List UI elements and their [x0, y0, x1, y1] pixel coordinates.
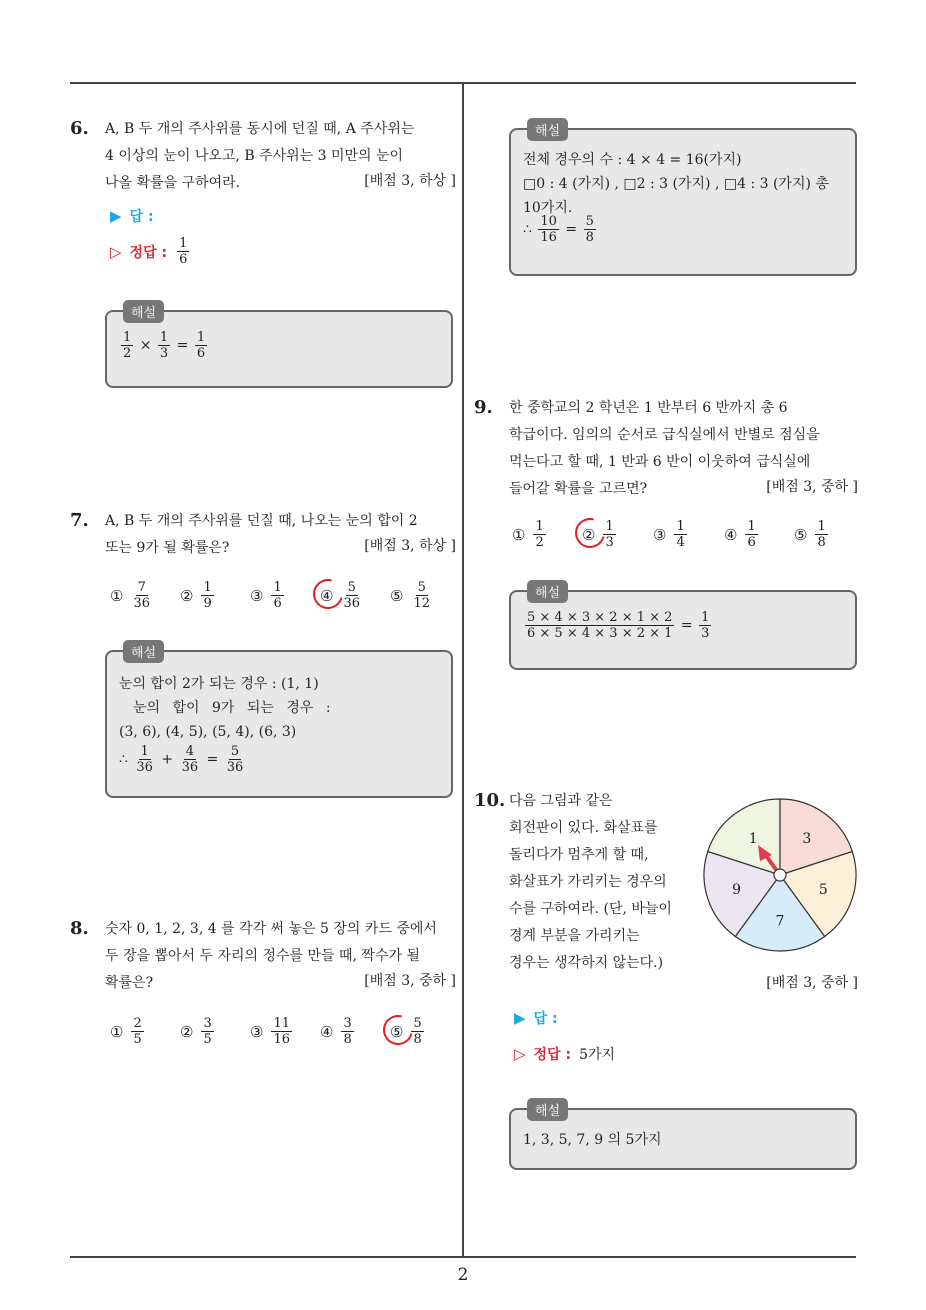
question-line: A, B 두 개의 주사위를 동시에 던질 때, A 주사위는: [105, 121, 415, 137]
spinner-label: 1: [748, 831, 758, 848]
choice-2[interactable]: ② $\frac{1}{3}$: [582, 519, 614, 550]
spinner-center: [774, 869, 786, 881]
question-number: 6.: [70, 118, 89, 139]
solution-box-6: [105, 306, 453, 388]
answer-label: 답 :: [129, 209, 154, 225]
choice-5[interactable]: ⑤ $\frac{5}{12}$: [390, 580, 430, 611]
choice-5[interactable]: ⑤ $\frac{1}{8}$: [794, 519, 826, 550]
solution-equation: ∴ $\frac{1}{36}$ + $\frac{4}{36}$ = $\frac{5}{36}$: [119, 744, 244, 775]
solution-tag: 해설: [527, 580, 568, 603]
spinner-label: 7: [775, 913, 785, 930]
question-number: 7.: [70, 510, 89, 531]
fraction: $\frac{1}{2}$: [123, 330, 132, 361]
triangle-outline-icon: ▷: [514, 1045, 526, 1063]
question-line: 화살표가 가리키는 경우의: [509, 874, 667, 890]
question-line: 돌리다가 멈추게 할 때,: [509, 847, 649, 863]
solution-box-10: [509, 1104, 857, 1170]
question-line: 숫자 0, 1, 2, 3, 4 를 각각 써 놓은 5 장의 카드 중에서: [105, 921, 437, 937]
correct-label: 정답 :: [533, 1047, 572, 1063]
question-line: 또는 9가 될 확률은?: [105, 540, 230, 556]
question-line: 회전판이 있다. 화살표를: [509, 820, 658, 836]
choice-3[interactable]: ③ $\frac{1}{6}$: [250, 580, 282, 611]
question-line: 들어갈 확률을 고르면?: [509, 481, 648, 497]
page-number: 2: [457, 1265, 469, 1285]
choice-list: [110, 1016, 450, 1056]
choice-2[interactable]: ② $\frac{3}{5}$: [180, 1016, 212, 1047]
solution-box-9: [509, 586, 857, 670]
question-8: [70, 918, 456, 1058]
choice-1[interactable]: ① $\frac{1}{2}$: [512, 519, 544, 550]
question-9: [474, 397, 858, 567]
question-7: [70, 510, 456, 630]
question-line: 경우는 생각하지 않는다.): [509, 955, 664, 971]
choice-4[interactable]: ④ $\frac{1}{6}$: [724, 519, 756, 550]
choice-3[interactable]: ③ $\frac{1}{4}$: [653, 519, 685, 550]
score-label: [배점 3, 중하 ]: [766, 479, 858, 495]
question-number: 8.: [70, 918, 89, 939]
solution-box-8: [509, 124, 857, 276]
score-label: [배점 3, 하상 ]: [364, 538, 456, 554]
bottom-rule: [70, 1256, 856, 1258]
solution-body: $\frac{5 \times 4 \times 3 \times 2 \times 1 \times 2}{6 \times 5 \times 4 \times 3 \times 2 \times 1}$ = $\frac{1}{3}$: [527, 610, 710, 641]
solution-line: 눈의 합이 2가 되는 경우 : (1, 1): [119, 676, 319, 692]
solution-body: [523, 148, 843, 245]
solution-line: (3, 6), (4, 5), (5, 4), (6, 3): [119, 724, 297, 740]
choice-1[interactable]: ① $\frac{7}{36}$: [110, 580, 150, 611]
solution-tag: 해설: [123, 300, 164, 323]
solution-body: $\frac{1}{2}$ × $\frac{1}{3}$ = $\frac{1}{6}$: [123, 330, 206, 361]
score-label: [배점 3, 중하 ]: [364, 973, 456, 989]
fraction: $\frac{1}{3}$: [701, 610, 710, 641]
correct-value: 5가지: [579, 1047, 616, 1063]
correct-answer-row: [514, 1044, 615, 1064]
solution-line: 1, 3, 5, 7, 9 의 5가지: [523, 1132, 662, 1148]
solution-line: 전체 경우의 수 : 4 × 4 = 16(가지): [523, 152, 742, 168]
solution-tag: 해설: [527, 1098, 568, 1121]
solution-box-7: [105, 646, 453, 798]
solution-line: 눈의 합이 9가 되는 경우 :: [133, 700, 331, 716]
question-line: 4 이상의 눈이 나오고, B 주사위는 3 미만의 눈이: [105, 148, 404, 164]
spinner-label: 5: [818, 882, 828, 899]
solution-line: □0 : 4 (가지) , □2 : 3 (가지) , □4 : 3 (가지) 총: [523, 176, 829, 192]
correct-fraction: $\frac{1}{6}$: [179, 236, 188, 267]
question-line: 수를 구하여라. (단, 바늘이: [509, 901, 672, 917]
question-line: 두 장을 뽑아서 두 자리의 정수를 만들 때, 짝수가 될: [105, 948, 420, 964]
question-line: 확률은?: [105, 975, 154, 991]
choice-2[interactable]: ② $\frac{1}{9}$: [180, 580, 212, 611]
solution-equation: ∴ $\frac{10}{16}$ = $\frac{5}{8}$: [523, 214, 594, 245]
selected-mark: ④: [320, 586, 334, 605]
spinner-figure: [702, 795, 858, 955]
fraction: $\frac{1}{6}$: [196, 330, 206, 361]
solution-tag: 해설: [123, 640, 164, 663]
score-label: [배점 3, 중하 ]: [766, 975, 858, 991]
choice-3[interactable]: ③ $\frac{11}{16}$: [250, 1016, 290, 1047]
question-line: 학급이다. 임의의 순서로 급식실에서 반별로 점심을: [509, 427, 820, 443]
solution-body: [119, 672, 439, 775]
question-line: A, B 두 개의 주사위를 던질 때, 나오는 눈의 합이 2: [105, 513, 418, 529]
fraction: $\frac{5 \times 4 \times 3 \times 2 \times 1 \times 2}{6 \times 5 \times 4 \times 3 \times 2 \times 1}$: [527, 610, 673, 641]
choice-list: [110, 580, 450, 620]
answer-row: [110, 206, 154, 226]
question-line: 경계 부분을 가리키는: [509, 928, 640, 944]
selected-mark: ⑤: [390, 1022, 404, 1041]
choice-1[interactable]: ① $\frac{2}{5}$: [110, 1016, 142, 1047]
question-number: 10.: [474, 790, 506, 811]
solution-body: [523, 1128, 843, 1152]
question-line: 한 중학교의 2 학년은 1 반부터 6 반까지 총 6: [509, 400, 788, 416]
answer-label: 답 :: [533, 1011, 558, 1027]
question-number: 9.: [474, 397, 493, 418]
solution-tag: 해설: [527, 118, 568, 141]
choice-list: [512, 519, 858, 559]
question-line: 다음 그림과 같은: [509, 793, 613, 809]
correct-answer-row: [110, 236, 191, 267]
question-line: 나올 확률을 구하여라.: [105, 175, 241, 191]
answer-row: [514, 1008, 558, 1028]
triangle-outline-icon: ▷: [110, 242, 122, 261]
spinner-label: 9: [732, 882, 742, 899]
triangle-filled-icon: ▶: [514, 1009, 526, 1027]
choice-4[interactable]: ④ $\frac{3}{8}$: [320, 1016, 352, 1047]
selected-mark: ②: [582, 525, 596, 544]
triangle-filled-icon: ▶: [110, 207, 122, 225]
solution-line: 10가지.: [523, 200, 573, 216]
correct-label: 정답 :: [129, 244, 168, 261]
question-line: 먹는다고 할 때, 1 반과 6 반이 이웃하여 급식실에: [509, 454, 811, 470]
question-text: [509, 788, 729, 977]
fraction: $\frac{1}{3}$: [159, 330, 169, 361]
column-divider: [462, 82, 464, 1256]
score-label: [배점 3, 하상 ]: [364, 173, 456, 189]
choice-4[interactable]: ④ $\frac{5}{36}$: [320, 580, 360, 611]
spinner-label: 3: [802, 831, 812, 848]
choice-5[interactable]: ⑤ $\frac{5}{8}$: [390, 1016, 422, 1047]
